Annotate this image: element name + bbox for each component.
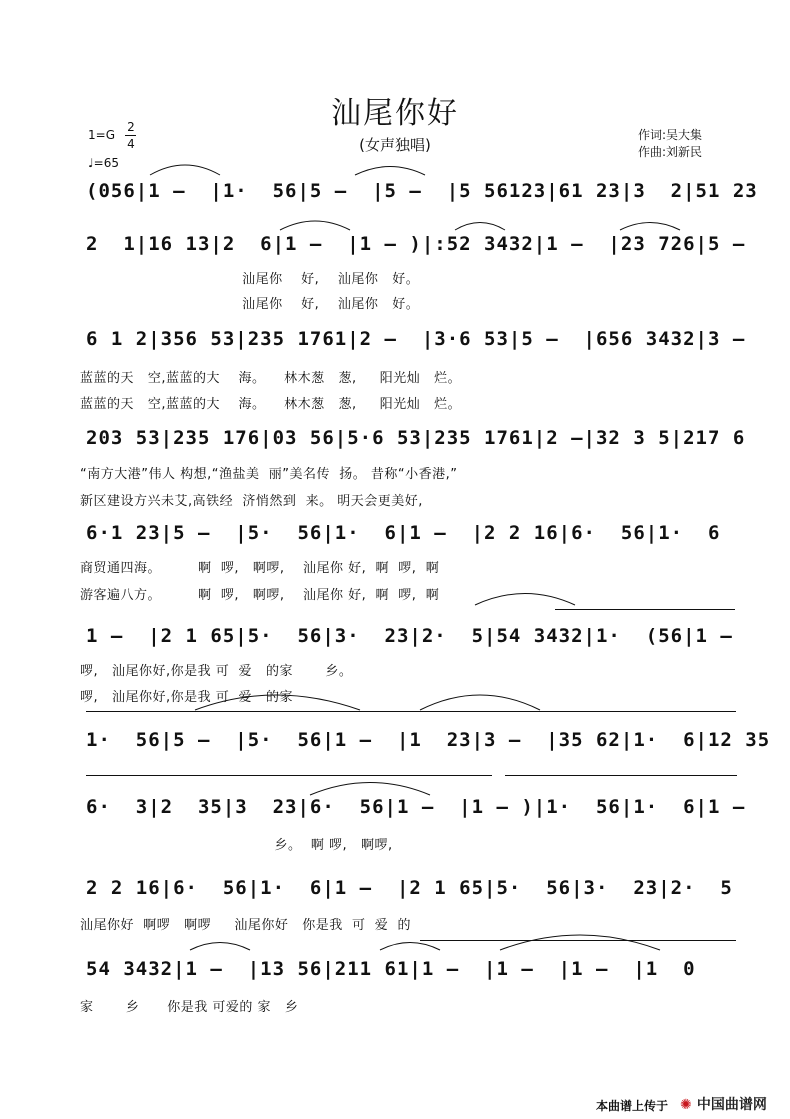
footer-site-name: 中国曲谱网 <box>696 1097 767 1113</box>
slur-3 <box>280 221 350 230</box>
score-row-10: 54 3432|1 – |13 56|211 61|1 – |1 – |1 – |1 0 <box>86 958 696 980</box>
score-row-2: 2 1|16 13|2 6|1 – |1 – )|:52 3432|1 – |23 726|5 – <box>86 233 746 255</box>
score-row-3: 6 1 2|356 53|235 1761|2 – |3·6 53|5 – |656 3432|3 – <box>86 328 746 350</box>
slur-6 <box>475 594 575 606</box>
time-signature-bar <box>125 135 136 136</box>
slur-1 <box>150 165 220 175</box>
slur-overlay <box>80 150 780 1000</box>
lyric-row-2-verse-1: 汕尾你 好, 汕尾你 好。 <box>80 272 420 287</box>
time-signature-bottom: 4 <box>127 137 135 151</box>
slur-12 <box>500 935 660 950</box>
lyric-row-5-verse-2: 游客遍八方。 啊 啰, 啊啰, 汕尾你 好, 啊 啰, 啊 <box>80 588 440 603</box>
tempo-marking: ♩=65 <box>88 156 119 170</box>
score-row-8: 6· 3|2 35|3 23|6· 56|1 – |1 – )|1· 56|1· 6|1 – <box>86 796 746 818</box>
lyric-row-3-verse-1: 蓝蓝的天 空,蓝蓝的大 海。 林木葱 葱, 阳光灿 烂。 <box>80 371 462 386</box>
lyric-row-9: 汕尾你好 啊啰 啊啰 汕尾你好 你是我 可 爱 的 <box>80 918 412 933</box>
score-row-7: 1· 56|5 – |5· 56|1 – |1 23|3 – |35 62|1· 6|12 35 <box>86 729 771 751</box>
slur-7 <box>195 695 360 710</box>
score-row-9: 2 2 16|6· 56|1· 6|1 – |2 1 65|5· 56|3· 23|2· 5 <box>86 877 733 899</box>
slur-9 <box>310 783 430 796</box>
slur-8 <box>420 695 540 710</box>
time-signature-top: 2 <box>127 120 135 134</box>
lyric-row-4-verse-2: 新区建设方兴未艾,高铁经 济悄然到 来。 明天会更美好, <box>80 494 423 509</box>
lyricist-credit: 作词:吴大集 <box>638 128 703 142</box>
score-row-1: (056|1 – |1· 56|5 – |5 – |5 56123|61 23|3 2|51 23 <box>86 180 758 202</box>
song-title: 汕尾你好 <box>331 96 459 131</box>
lyric-row-8: 乡。 啊 啰, 啊啰, <box>80 838 393 853</box>
slur-10 <box>190 943 250 951</box>
lyric-row-6-verse-2: 啰, 汕尾你好,你是我 可 爱 的家 <box>80 690 293 705</box>
score-row-5: 6·1 23|5 – |5· 56|1· 6|1 – |2 2 16|6· 56|1· 6 <box>86 522 721 544</box>
footer-site-logo[interactable] <box>680 1094 767 1114</box>
lyric-row-4-verse-1: “南方大港”伟人 构想,“渔盐美 丽”美名传 扬。 昔称“小香港,” <box>80 467 458 482</box>
song-subtitle: (女声独唱) <box>359 136 431 154</box>
site-logo-icon: ✺ <box>680 1097 692 1113</box>
lyric-row-3-verse-2: 蓝蓝的天 空,蓝蓝的大 海。 林木葱 葱, 阳光灿 烂。 <box>80 397 462 412</box>
lyric-row-10: 家 乡 你是我 可爱的 家 乡 <box>80 1000 299 1015</box>
key-signature: 1=G <box>88 128 115 142</box>
score-row-4: 203 53|235 176|03 56|5·6 53|235 1761|2 –|32 3 5|217 6 <box>86 427 746 449</box>
lyric-row-2-verse-2: 汕尾你 好, 汕尾你 好。 <box>80 297 420 312</box>
lyric-row-5-verse-1: 商贸通四海。 啊 啰, 啊啰, 汕尾你 好, 啊 啰, 啊 <box>80 561 440 576</box>
slur-2 <box>355 167 425 176</box>
score-row-6: 1 – |2 1 65|5· 56|3· 23|2· 5|54 3432|1· (56|1 – <box>86 625 733 647</box>
slur-4 <box>455 223 505 231</box>
slur-5 <box>620 223 680 231</box>
composer-credit: 作曲:刘新民 <box>638 145 703 159</box>
slur-11 <box>380 943 440 951</box>
footer-upload-text: 本曲谱上传于 <box>596 1099 669 1113</box>
lyric-row-6-verse-1: 啰, 汕尾你好,你是我 可 爱 的家 乡。 <box>80 664 353 679</box>
